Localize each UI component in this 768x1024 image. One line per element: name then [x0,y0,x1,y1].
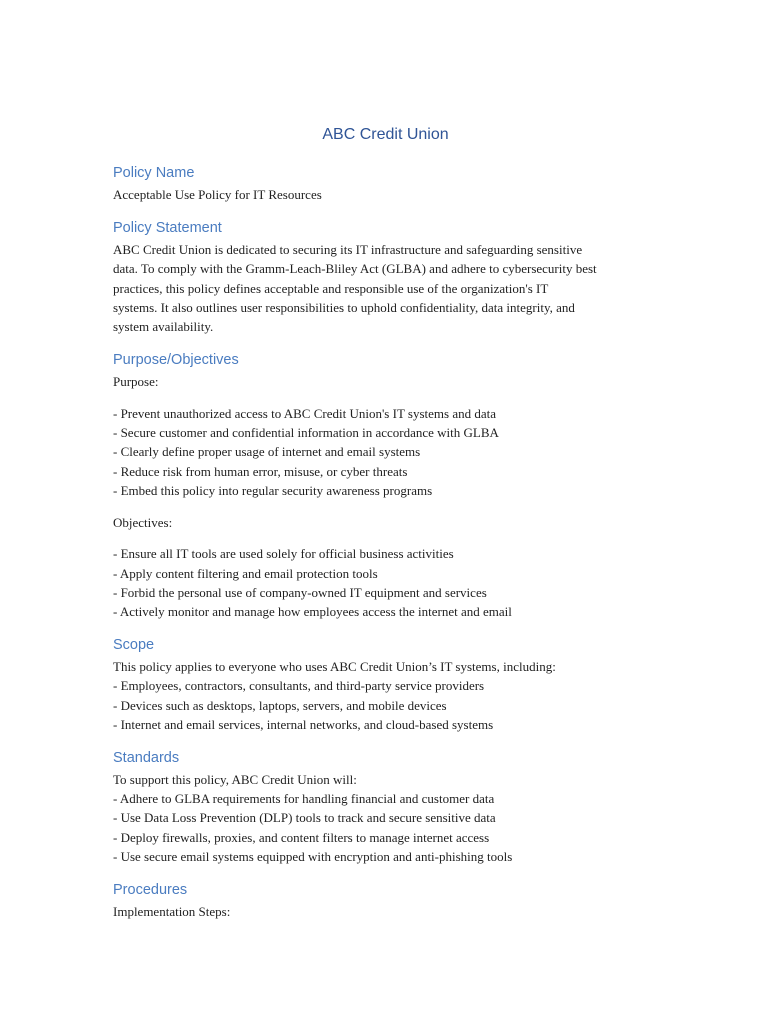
document-title: ABC Credit Union [322,126,449,143]
list-item: - Actively monitor and manage how employees access the internet and email [113,604,512,620]
list-item: - Deploy firewalls, proxies, and content filters to manage internet access [113,829,490,845]
section-policy-statement [113,218,658,336]
paragraph-line: practices, this policy defines acceptable and responsible use of the organization's IT [113,280,549,296]
section-procedures [113,880,658,921]
section-policy-name [113,163,658,204]
list-item: - Ensure all IT tools are used solely for official business activities [113,546,454,562]
heading-policy-statement: Policy Statement [113,220,222,237]
list-item: - Use secure email systems equipped with encryption and anti-phishing tools [113,848,513,864]
heading-standards: Standards [113,750,180,767]
list-item: - Apply content filtering and email protection tools [113,565,378,581]
objectives-label: Objectives: [113,514,173,530]
list-item: To support this policy, ABC Credit Union will: [113,772,357,788]
policy-statement-paragraph [113,240,658,336]
heading-policy-name: Policy Name [113,165,195,181]
policy-name-text: Acceptable Use Policy for IT Resources [113,187,322,202]
section-scope [113,635,658,734]
procedures-text: Implementation Steps: [113,904,231,920]
paragraph-line: system availability. [113,319,214,335]
purpose-label: Purpose: [113,374,159,390]
list-item: - Adhere to GLBA requirements for handling financial and customer data [113,791,495,807]
list-item: - Internet and email services, internal networks, and cloud-based systems [113,716,494,732]
section-standards [113,748,658,866]
list-item: - Devices such as desktops, laptops, servers, and mobile devices [113,697,447,713]
paragraph-line: systems. It also outlines user responsibilities to uphold confidentiality, data integrity, and [113,299,575,315]
list-item: - Employees, contractors, consultants, and third-party service providers [113,678,485,694]
list-item: - Clearly define proper usage of internet and email systems [113,444,421,460]
purpose-list [113,404,658,500]
paragraph-line: data. To comply with the Gramm-Leach-Bliley Act (GLBA) and adhere to cybersecurity best [113,261,597,277]
list-item: - Embed this policy into regular security awareness programs [113,482,433,498]
scope-list [113,657,658,734]
standards-list [113,770,658,866]
section-purpose-objectives [113,350,658,621]
heading-procedures: Procedures [113,882,188,899]
list-item: This policy applies to everyone who uses ABC Credit Union’s IT systems, including: [113,659,556,675]
list-item: - Forbid the personal use of company-owned IT equipment and services [113,584,487,600]
objectives-list [113,544,658,621]
list-item: - Use Data Loss Prevention (DLP) tools to track and secure sensitive data [113,810,496,826]
list-item: - Prevent unauthorized access to ABC Credit Union's IT systems and data [113,406,496,422]
paragraph-line: ABC Credit Union is dedicated to securing its IT infrastructure and safeguarding sensitive [113,242,583,258]
list-item: - Reduce risk from human error, misuse, or cyber threats [113,463,408,479]
heading-scope: Scope [113,637,155,654]
heading-purpose-objectives: Purpose/Objectives [113,352,239,369]
list-item: - Secure customer and confidential information in accordance with GLBA [113,425,499,441]
